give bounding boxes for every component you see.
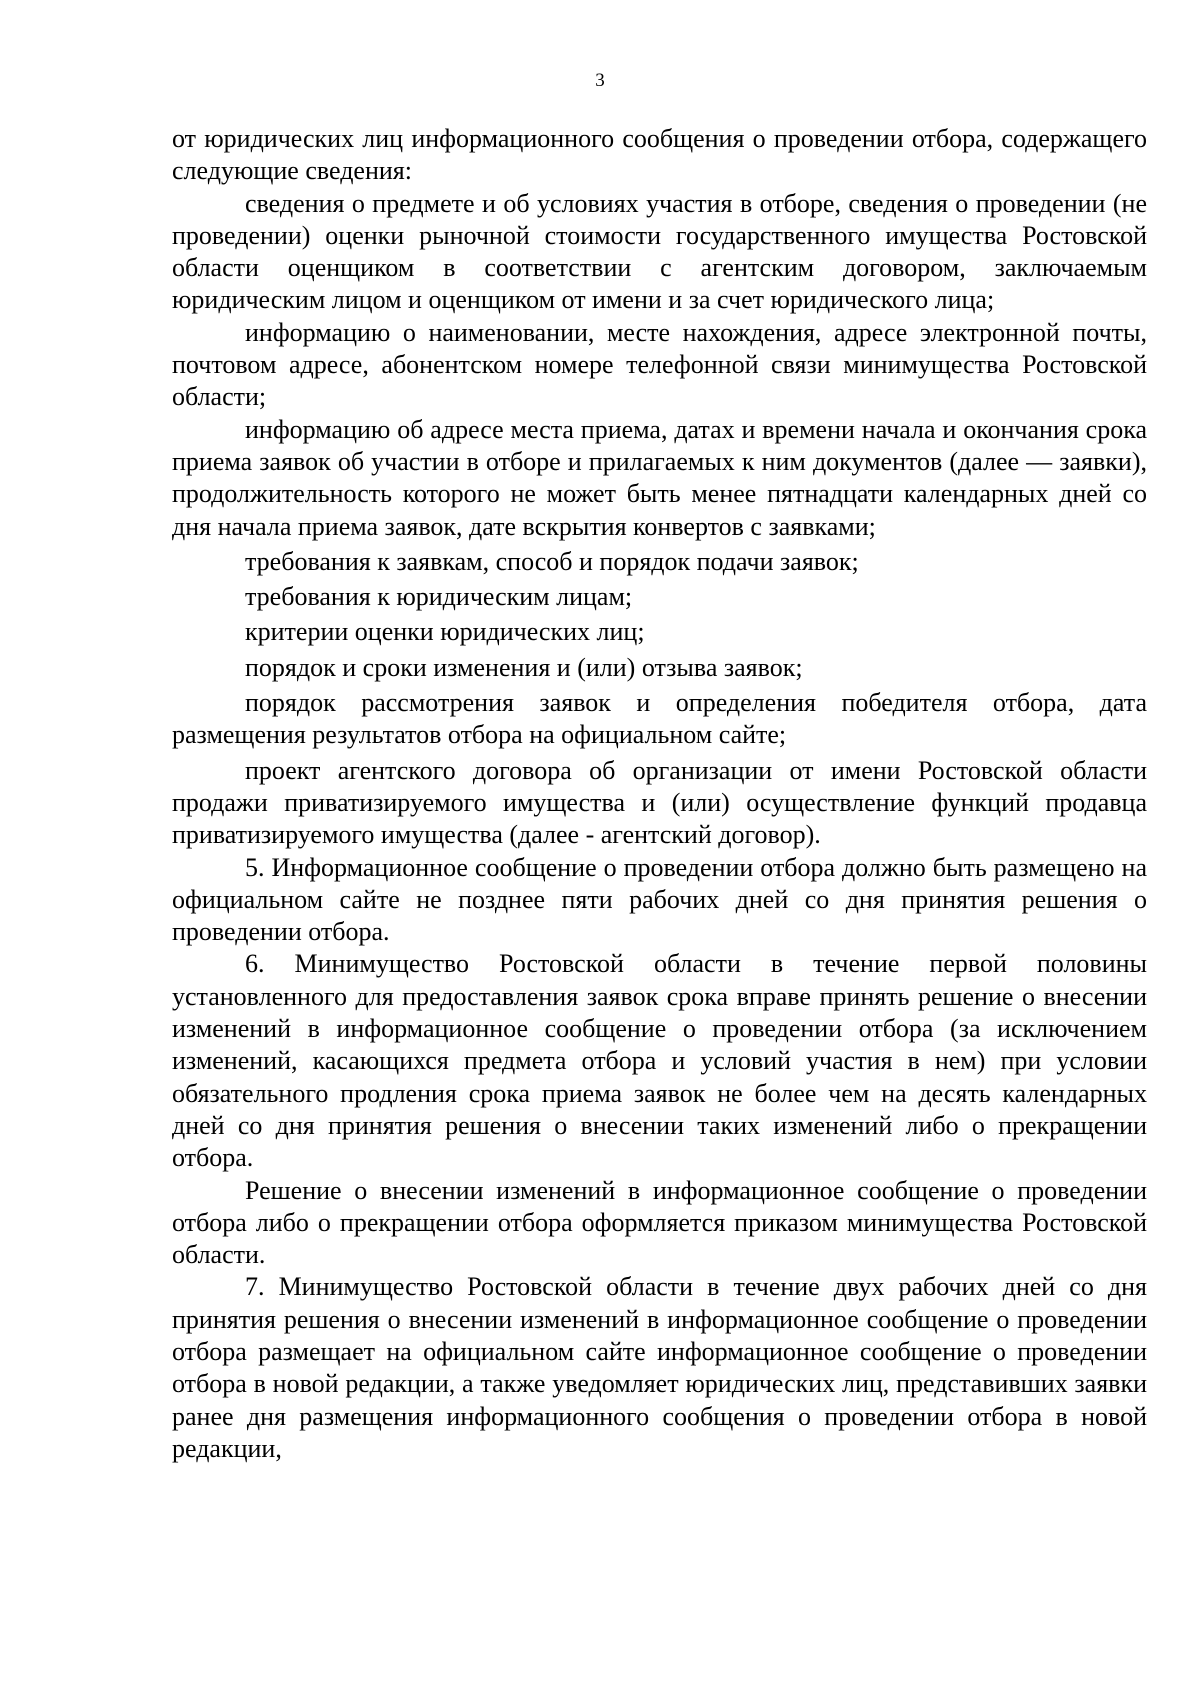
paragraph-application-requirements: требования к заявкам, способ и порядок подачи заявок; [245,546,859,576]
page-number: 3 [595,70,605,91]
paragraph-agency-contract: проект агентского договора об организации от имени Ростовской области продажи приватизируемого имущества и (или) осуществление функций продавца приватизируемого имущества (далее - агентский договор). [172,755,1147,850]
paragraph-contact-info: информацию о наименовании, месте нахождения, адресе электронной почты, почтовом адресе, абонентском номере телефонной связи минимущества Ростовской области; [172,317,1147,412]
paragraph-review-procedure: порядок рассмотрения заявок и определения победителя отбора, дата размещения результатов отбора на официальном сайте; [172,688,1147,750]
paragraph-item-7: 7. Минимущество Ростовской области в течение двух рабочих дней со дня принятия решения о внесении изменений в информационное сообщение о проведении отбора размещает на официальном сайте информационное сообщение о проведении отбора в новой редакции, а также уведомляет юридических лиц, представивших заявки ранее дня размещения информационного сообщения о проведении отбора в новой редакции, [172,1272,1147,1463]
document-body [172,123,1147,1465]
paragraph-subject-conditions: сведения о предмете и об условиях участия в отборе, сведения о проведении (не проведении) оценки рыночной стоимости государственного имущества Ростовской области оценщиком в соответствии с агентским договором, заключаемым юридическим лицом и оценщиком от имени и за счет юридического лица; [172,188,1147,315]
paragraph-change-withdrawal: порядок и сроки изменения и (или) отзыва заявок; [245,652,803,682]
paragraph-decision: Решение о внесении изменений в информационное сообщение о проведении отбора либо о прекращении отбора оформляется приказом минимущества Ростовской области. [172,1175,1147,1270]
paragraph-continuation: от юридических лиц информационного сообщения о проведении отбора, содержащего следующие сведения: [172,124,1147,186]
paragraph-entity-requirements: требования к юридическим лицам; [245,582,633,612]
paragraph-application-dates: информацию об адресе места приема, датах и времени начала и окончания срока приема заявок об участии в отборе и прилагаемых к ним документов (далее — заявки), продолжительность которого не может быть менее пятнадцати календарных дней со дня начала приема заявок, дате вскрытия конвертов с заявками; [172,414,1147,541]
paragraph-evaluation-criteria: критерии оценки юридических лиц; [245,617,645,647]
paragraph-item-5: 5. Информационное сообщение о проведении отбора должно быть размещено на официальном сайте не позднее пяти рабочих дней со дня принятия решения о проведении отбора. [172,852,1147,947]
paragraph-item-6: 6. Минимущество Ростовской области в течение первой половины установленного для предоставления заявок срока вправе принять решение о внесении изменений в информационное сообщение о проведении отбора (за исключением изменений, касающихся предмета отбора и условий участия в нем) при условии обязательного продления срока приема заявок не более чем на десять календарных дней со дня принятия решения о внесении таких изменений либо о прекращении отбора. [172,949,1147,1173]
